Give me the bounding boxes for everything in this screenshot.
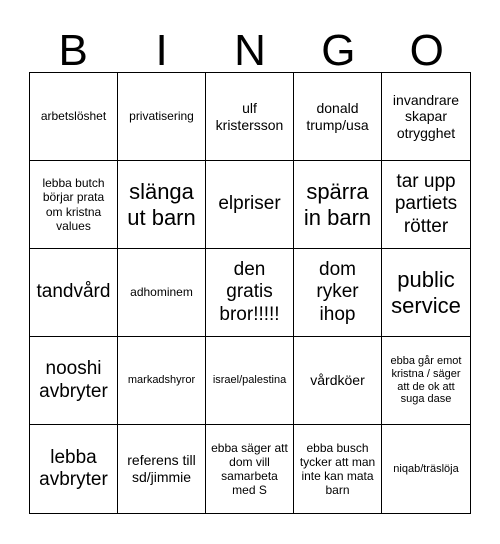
bingo-cell-r3c3[interactable] — [206, 249, 294, 337]
bingo-cell-r1c4[interactable] — [294, 73, 382, 161]
bingo-cell-r4c2[interactable] — [118, 337, 206, 425]
bingo-header — [29, 28, 471, 74]
cell-text: lebba avbryter — [39, 446, 108, 490]
cell-text: public service — [391, 266, 461, 318]
cell-text: elpriser — [218, 193, 281, 215]
bingo-cell-r1c5[interactable] — [382, 73, 470, 161]
header-letter-i: I — [155, 26, 168, 75]
bingo-cell-r3c1[interactable] — [30, 249, 118, 337]
cell-text: referens till sd/jimmie — [127, 452, 196, 485]
bingo-cell-r5c5[interactable] — [382, 425, 470, 513]
cell-text: arbetslöshet — [40, 109, 107, 124]
bingo-cell-r3c2[interactable] — [118, 249, 206, 337]
bingo-cell-r5c3[interactable] — [206, 425, 294, 513]
cell-text: nooshi avbryter — [39, 358, 108, 402]
cell-text: tar upp partiets rötter — [394, 170, 458, 237]
bingo-cell-r5c4[interactable] — [294, 425, 382, 513]
bingo-cell-r1c3[interactable] — [206, 73, 294, 161]
bingo-cell-r2c1[interactable] — [30, 161, 118, 249]
bingo-cell-r2c3[interactable] — [206, 161, 294, 249]
bingo-cell-r2c4[interactable] — [294, 161, 382, 249]
bingo-cell-r4c1[interactable] — [30, 337, 118, 425]
cell-text: lebba butch börjar prata om kristna values — [42, 176, 105, 233]
cell-text: spärra in barn — [303, 178, 372, 230]
cell-text: israel/palestina — [212, 374, 287, 387]
cell-text: privatisering — [129, 109, 194, 124]
bingo-cell-r5c1[interactable] — [30, 425, 118, 513]
header-letter-n: N — [234, 26, 266, 75]
cell-text: adhominem — [130, 285, 193, 300]
cell-text: ebba går emot kristna / säger att de ok att suga dase — [390, 354, 462, 406]
cell-text: donald trump/usa — [306, 99, 369, 133]
cell-text: invandrare skapar otrygghet — [392, 91, 460, 141]
bingo-cell-r3c5[interactable] — [382, 249, 470, 337]
cell-text: niqab/träslöja — [393, 462, 459, 475]
cell-text: den gratis bror!!!!! — [219, 258, 280, 325]
bingo-cell-r4c3[interactable] — [206, 337, 294, 425]
header-letter-b: B — [58, 26, 88, 75]
cell-text: markadshyror — [127, 374, 196, 387]
bingo-cell-r3c4[interactable] — [294, 249, 382, 337]
bingo-cell-r2c5[interactable] — [382, 161, 470, 249]
cell-text: ebba busch tycker att man inte kan mata barn — [299, 440, 376, 498]
cell-text: vårdköer — [310, 372, 365, 389]
cell-text: ebba säger att dom vill samarbeta med S — [211, 440, 288, 498]
cell-text: slänga ut barn — [127, 178, 196, 230]
bingo-cell-r1c2[interactable] — [118, 73, 206, 161]
bingo-cell-r5c2[interactable] — [118, 425, 206, 513]
bingo-cell-r4c5[interactable] — [382, 337, 470, 425]
cell-text: dom ryker ihop — [316, 258, 359, 325]
header-letter-o: O — [409, 26, 444, 75]
bingo-cell-r1c1[interactable] — [30, 73, 118, 161]
cell-text: tandvård — [36, 281, 111, 303]
cell-text: ulf kristersson — [215, 99, 284, 133]
bingo-board — [29, 72, 471, 514]
bingo-cell-r4c4[interactable] — [294, 337, 382, 425]
bingo-cell-r2c2[interactable] — [118, 161, 206, 249]
header-letter-g: G — [321, 26, 356, 75]
